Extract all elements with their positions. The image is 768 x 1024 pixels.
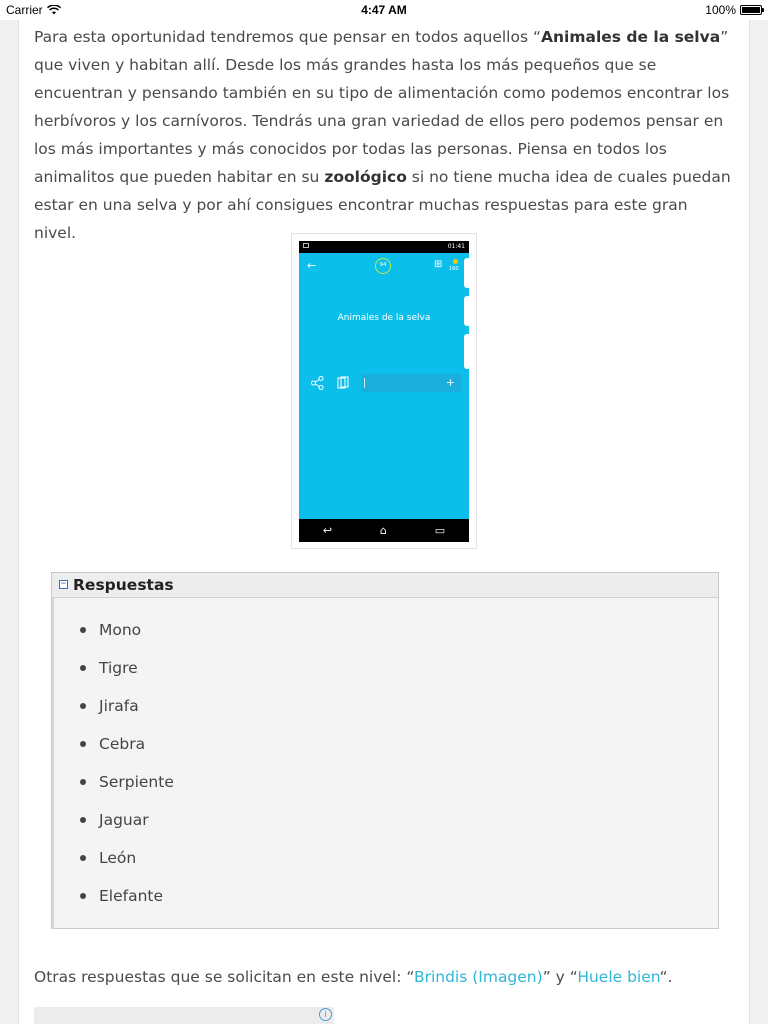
ad-banner[interactable] [34, 1007, 334, 1024]
game-screenshot [291, 233, 477, 549]
list-item [52, 839, 718, 877]
status-right [705, 3, 762, 17]
list-item [52, 877, 718, 915]
status-time: 4:47 AM [361, 3, 407, 17]
other-answers-text [34, 963, 734, 991]
bullet [80, 817, 86, 823]
battery-fill [742, 7, 760, 13]
plus-icon: + [445, 376, 455, 389]
brindis-link[interactable]: Brindis (Imagen) [413, 968, 543, 986]
phone-notification-icon [303, 243, 309, 248]
footer-prefix: Otras respuestas que se solicitan en este nivel: “ [34, 968, 414, 986]
article-paragraph [34, 23, 734, 247]
list-item [52, 725, 718, 763]
nav-back-icon: ↩ [322, 524, 333, 537]
side-tab [464, 334, 469, 369]
answer-text: Jirafa [99, 697, 139, 715]
phone-screen [299, 253, 469, 519]
article-text-1: Para esta oportunidad tendremos que pensar en todos aquellos “ [34, 28, 541, 46]
article-text-3: si no tiene mucha idea de cuales puedan estar en una selva y por ahí consigues encontrar muchas respuestas para este gran nivel. [34, 168, 731, 242]
ad-info-icon[interactable]: i [319, 1008, 332, 1021]
phone-nav-bar [299, 519, 469, 542]
bullet [80, 703, 86, 709]
answer-text: Mono [99, 621, 142, 639]
coin-count: 160 [449, 266, 459, 272]
battery-icon [740, 5, 762, 15]
phone-status-time: 01:41 [447, 243, 465, 250]
content-column [18, 20, 750, 1024]
bullet [80, 855, 86, 861]
bullet [80, 665, 86, 671]
bullet [80, 893, 86, 899]
phone-status-bar [299, 241, 469, 253]
list-item [52, 801, 718, 839]
list-item [52, 611, 718, 649]
respuestas-header[interactable] [52, 573, 718, 598]
bullet [80, 627, 86, 633]
side-tab [464, 258, 469, 288]
huele-bien-link[interactable]: Huele bien [577, 968, 660, 986]
cards-icon [337, 376, 349, 389]
article-bold-2: zoológico [324, 168, 407, 186]
carrier-label: Carrier [6, 3, 43, 17]
article-bold-1: Animales de la selva [541, 28, 721, 46]
respuestas-box [51, 572, 719, 929]
list-item [52, 763, 718, 801]
status-bar [0, 0, 768, 20]
list-item [52, 687, 718, 725]
phone-frame [299, 241, 469, 542]
nav-home-icon: ⌂ [379, 524, 387, 537]
gift-icon: ⊞ [434, 259, 443, 270]
footer-suffix: “. [659, 968, 673, 986]
bullet [80, 741, 86, 747]
input-caret [364, 378, 365, 388]
respuestas-list [52, 611, 718, 915]
nav-recents-icon: ▭ [434, 524, 446, 537]
side-tab [464, 296, 469, 326]
back-arrow-icon: ← [307, 259, 317, 272]
bullet [80, 779, 86, 785]
footer-middle: ” y “ [542, 968, 578, 986]
answer-text: Elefante [99, 887, 164, 905]
answer-text: Cebra [99, 735, 146, 753]
article-text-2: ” que viven y habitan allí. Desde los más grandes hasta los más pequeños que se encuentran y pensando también en su tipo de alimentación como podemos encontrar los herbívoros y los carnívoros. Tendrás una gran variedad de ellos pero podemos pensar en los más importantes y más conocidos por todas las personas. Piensa en todos los animalitos que pueden habitar en su [34, 28, 730, 186]
list-item [52, 649, 718, 687]
collapse-toggle-icon[interactable]: − [60, 579, 67, 589]
answer-text: Tigre [99, 659, 138, 677]
battery-percent: 100% [705, 3, 736, 17]
answer-text: León [99, 849, 137, 867]
answer-text: Serpiente [99, 773, 174, 791]
coins-badge: 94 [375, 258, 391, 274]
coin-dot-icon [453, 259, 458, 264]
answer-text: Jaguar [99, 811, 149, 829]
level-title: Animales de la selva [337, 313, 431, 323]
respuestas-title: Respuestas [73, 576, 174, 594]
share-icon [311, 376, 324, 390]
answer-input [361, 374, 461, 392]
